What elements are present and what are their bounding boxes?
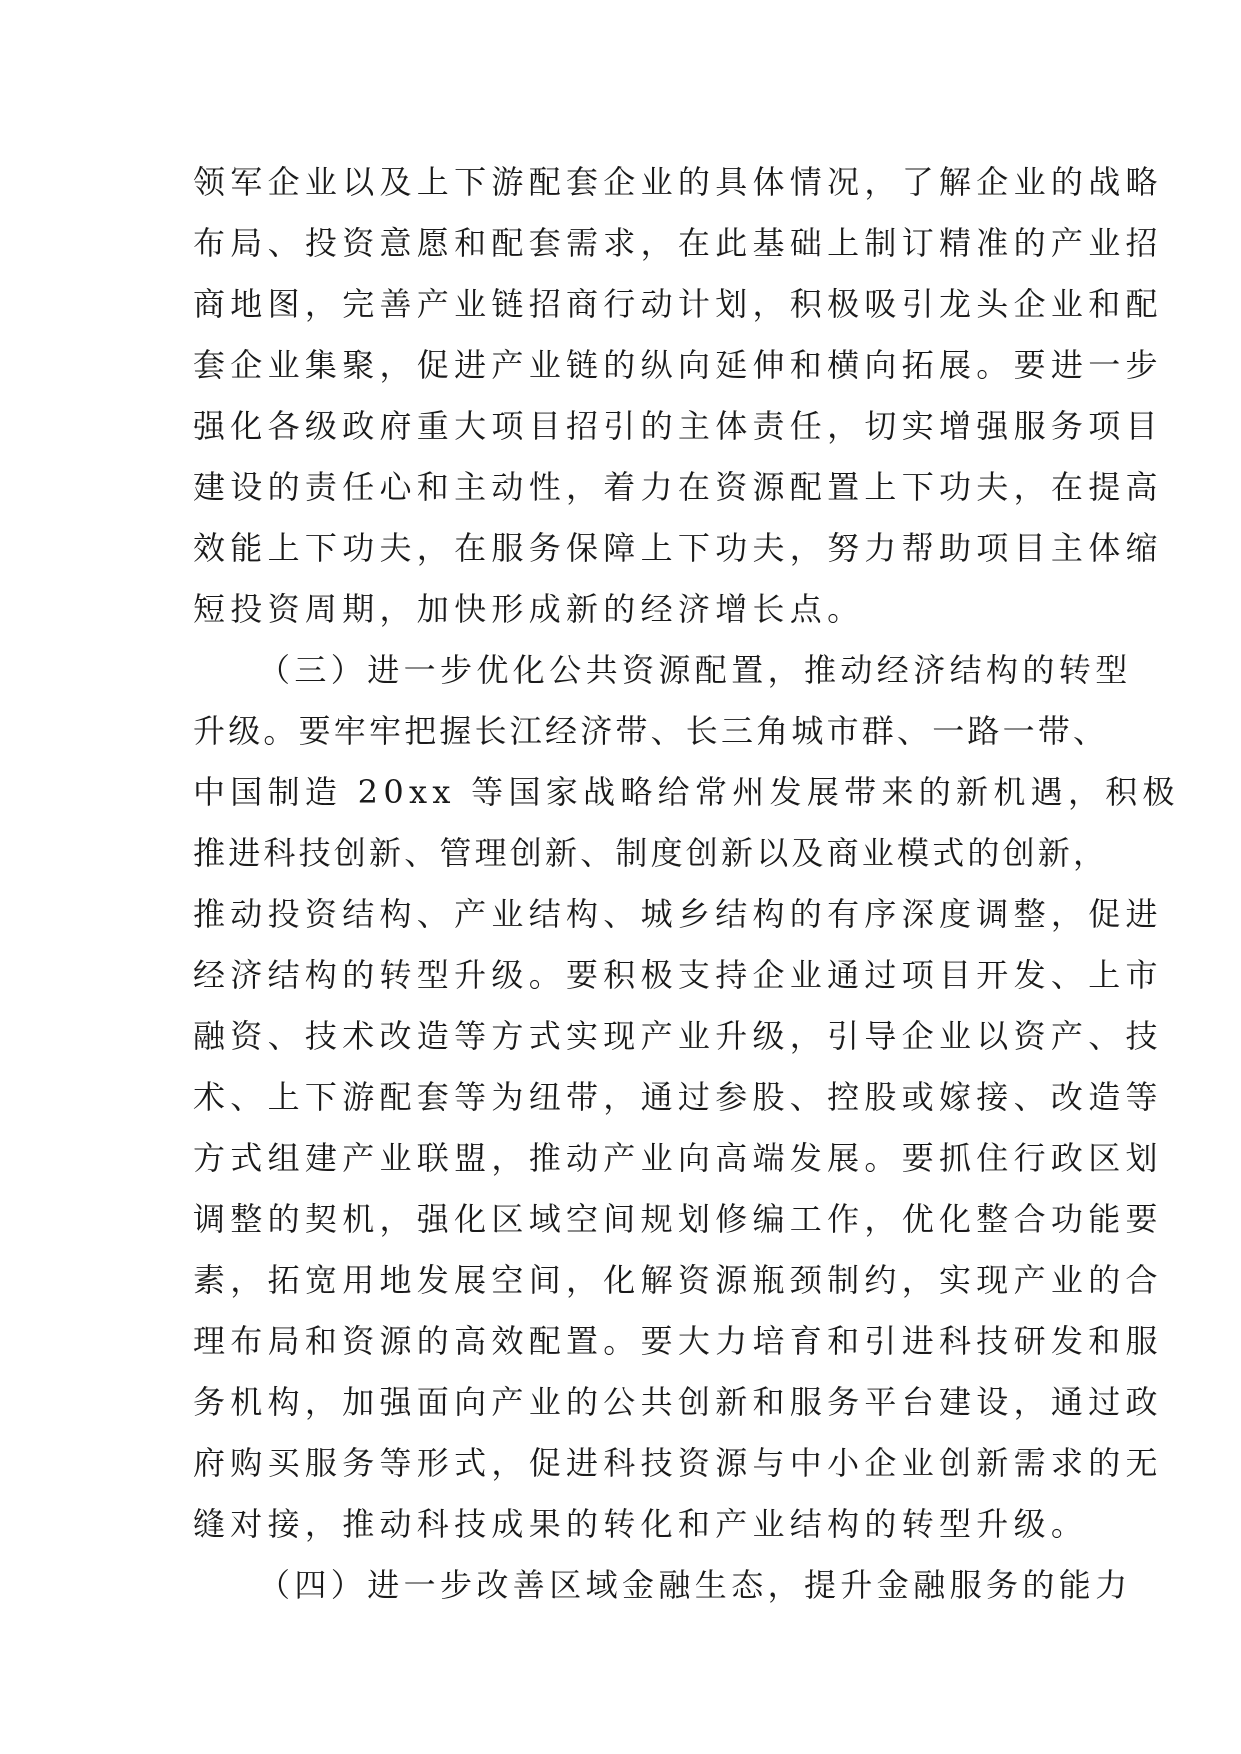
text-line: 调整的契机，强化区域空间规划修编工作，优化整合功能要 — [193, 1200, 1163, 1238]
text-line: 理布局和资源的高效配置。要大力培育和引进科技研发和服 — [193, 1322, 1163, 1360]
text-line: 推进科技创新、管理创新、制度创新以及商业模式的创新， — [193, 834, 1109, 872]
text-line: 推动投资结构、产业结构、城乡结构的有序深度调整，促进 — [193, 895, 1163, 933]
text-line: 商地图，完善产业链招商行动计划，积极吸引龙头企业和配 — [193, 285, 1163, 323]
text-line: 套企业集聚，促进产业链的纵向延伸和横向拓展。要进一步 — [193, 346, 1163, 384]
text-line: 方式组建产业联盟，推动产业向高端发展。要抓住行政区划 — [193, 1139, 1163, 1177]
text-line: 升级。要牢牢把握长江经济带、长三角城市群、一路一带、 — [193, 712, 1109, 750]
text-line: 术、上下游配套等为纽带，通过参股、控股或嫁接、改造等 — [193, 1078, 1163, 1116]
text-line: 中国制造 20xx 等国家战略给常州发展带来的新机遇，积极 — [193, 773, 1180, 811]
text-line: 融资、技术改造等方式实现产业升级，引导企业以资产、技 — [193, 1017, 1163, 1055]
text-line: 经济结构的转型升级。要积极支持企业通过项目开发、上市 — [193, 956, 1163, 994]
text-line: 领军企业以及上下游配套企业的具体情况，了解企业的战略 — [193, 163, 1163, 201]
section-heading-4: （四）进一步改善区域金融生态，提升金融服务的能力 — [258, 1566, 1132, 1604]
text-line: 布局、投资意愿和配套需求，在此基础上制订精准的产业招 — [193, 224, 1163, 262]
section-heading-3: （三）进一步优化公共资源配置，推动经济结构的转型 — [258, 651, 1132, 689]
text-line: 素，拓宽用地发展空间，化解资源瓶颈制约，实现产业的合 — [193, 1261, 1163, 1299]
text-line: 强化各级政府重大项目招引的主体责任，切实增强服务项目 — [193, 407, 1163, 445]
text-line: 建设的责任心和主动性，着力在资源配置上下功夫，在提高 — [193, 468, 1163, 506]
text-line: 效能上下功夫，在服务保障上下功夫，努力帮助项目主体缩 — [193, 529, 1163, 567]
text-line: 缝对接，推动科技成果的转化和产业结构的转型升级。 — [193, 1505, 1089, 1543]
text-line: 短投资周期，加快形成新的经济增长点。 — [193, 590, 865, 628]
text-line: 府购买服务等形式，促进科技资源与中小企业创新需求的无 — [193, 1444, 1163, 1482]
text-line: 务机构，加强面向产业的公共创新和服务平台建设，通过政 — [193, 1383, 1163, 1421]
